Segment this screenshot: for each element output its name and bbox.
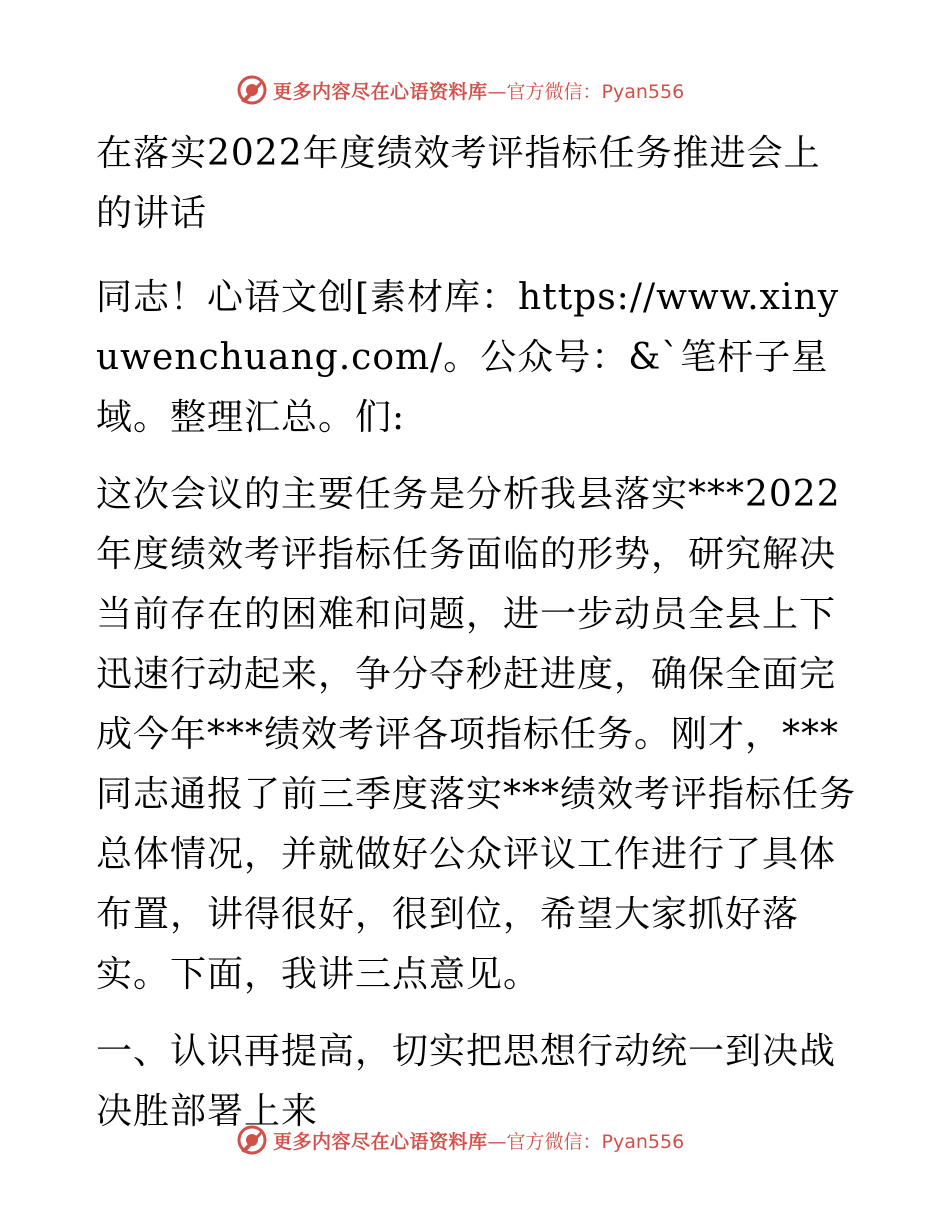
- body-paragraph: 这次会议的主要任务是分析我县落实***2022年度绩效考评指标任务面临的形势，研究解决当前存在的困难和问题，进一步动员全县上下迅速行动起来，争分夺秒赶进度，确保全面完成今年***绩效考评各项指标任务。刚才，***同志通报了前三季度落实***绩效考评指标任务总体情况，并就做好公众评议工作进行了具体布置，讲得很好，很到位，希望大家抓好落实。下面，我讲三点意见。: [96, 474, 857, 995]
- header-banner-text: 更多内容尽在心语资料库: [273, 80, 488, 103]
- section-heading: 一、认识再提高，切实把思想行动统一到决战决胜部署上来: [96, 1031, 837, 1132]
- pen-logo-icon: [235, 73, 269, 107]
- footer-banner-contact: —官方微信：Pyan556: [487, 1130, 685, 1153]
- header-banner: [235, 70, 715, 110]
- salutation-paragraph: 同志！心语文创[素材库：https://www.xinyuwenchuang.com/。公众号：&`笔杆子星域。整理汇总。们:: [96, 277, 840, 438]
- header-banner-contact: —官方微信：Pyan556: [487, 80, 685, 103]
- footer-banner-text: 更多内容尽在心语资料库: [273, 1130, 488, 1153]
- footer-banner: [235, 1120, 715, 1160]
- document-body: [96, 124, 856, 1159]
- pen-logo-icon: [235, 1123, 269, 1157]
- document-title: 在落实2022年度绩效考评指标任务推进会上的讲话: [96, 133, 821, 234]
